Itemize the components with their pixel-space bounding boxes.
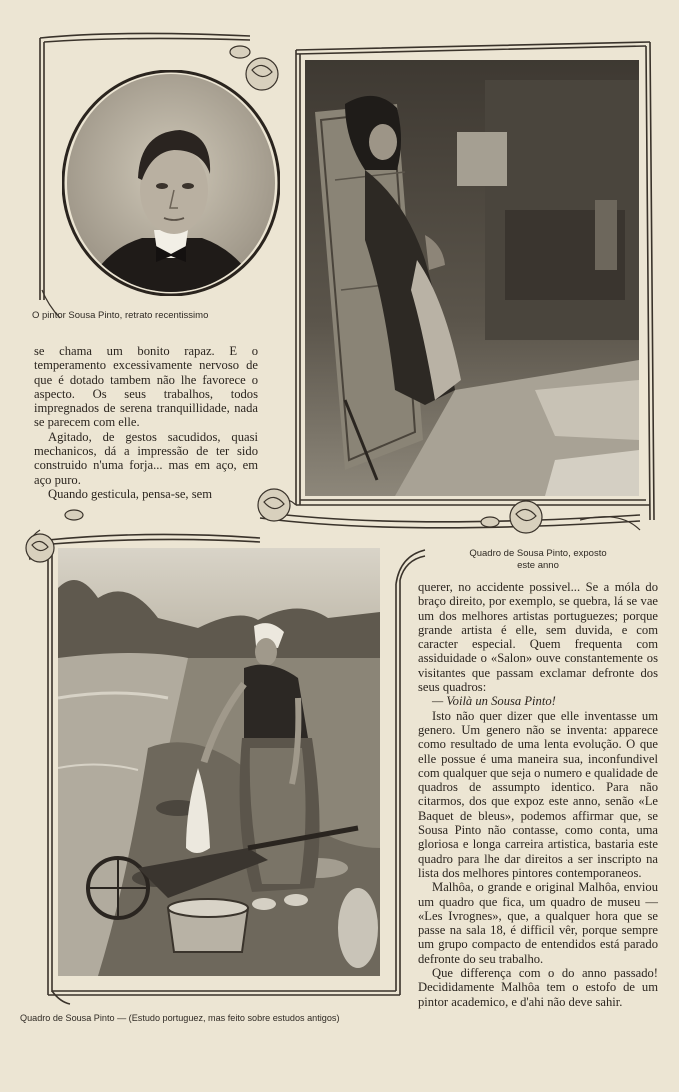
quotation: — Voilà un Sousa Pinto! — [432, 694, 556, 709]
left-paragraph: se chama um bonito rapaz. E o temperamento excessivamente nervoso de que é dotado tambem não lhe favorece o aspecto. Os seus trabalhos, todos impregnados de serena tranquillidade, nada se parecem com elle. — [34, 344, 258, 430]
painting-top-caption-line2: este anno — [517, 560, 559, 571]
right-paragraph: Malhôa, o grande e original Malhôa, enviou um quadro que fica, um quadro de museu — «Les Ivrognes», que, a qualquer hora que se passe na sala 18, é difficil vêr, porque sempre um grupo compacto de entendidos está parado defronte do seu trabalho. — [418, 880, 658, 966]
right-paragraph: Isto não quer dizer que elle inventasse um genero. Um genero não se inventa: apparece como resultado de uma lenta evolução. O que elle possue é uma maneira sua, inconfundivel com qualquer que seja o numero e qualidade de quadros de assumpto identico. Para não citarmos, dos que expoz este anno, senão «Le Baquet de bleus», podemos affirmar que, se Sousa Pinto não contasse, como conta, uma gloriosa e longa carreira artistica, bastaria este quadro para lhe dar direitos a ser inscripto na lista dos melhores pintores contemporaneos. — [418, 708, 658, 880]
portrait-photo — [62, 70, 280, 296]
painting-washerwoman — [58, 548, 380, 976]
painting-old-woman — [305, 60, 639, 496]
right-paragraph: Que differença com o do anno passado! Decididamente Malhôa tem o estofo de um pintor academico, e d'ahi não deve sahir. — [418, 966, 658, 1009]
left-paragraph: Agitado, de gestos sacudidos, quasi mechanicos, dá a impressão de ter sido construido n'uma forja... mas em aço, em aço puro. — [34, 429, 258, 487]
painting-top-caption — [468, 548, 608, 572]
painting-top-caption-line1: Quadro de Sousa Pinto, exposto — [469, 548, 607, 559]
left-column-text — [34, 344, 258, 501]
painting-bottom-caption: Quadro de Sousa Pinto — (Estudo portuguez, mas feito sobre estudos antigos) — [20, 1013, 340, 1023]
left-paragraph: Quando gesticula, pensa-se, sem — [48, 486, 213, 501]
right-paragraph: querer, no accidente possivel... Se a móla do braço direito, por exemplo, se quebra, lá se vae um dos melhores artistas portuguezes; porque grande artista é elle, sem duvida, e com caracter especial. Quem frequenta com assiduidade o «Salon» ouve constantemente os visitantes que passam exclamar defronte dos seus quadros: — [418, 580, 658, 695]
portrait-caption: O pintor Sousa Pinto, retrato recentissimo — [32, 310, 209, 321]
right-column-text — [418, 580, 658, 1009]
